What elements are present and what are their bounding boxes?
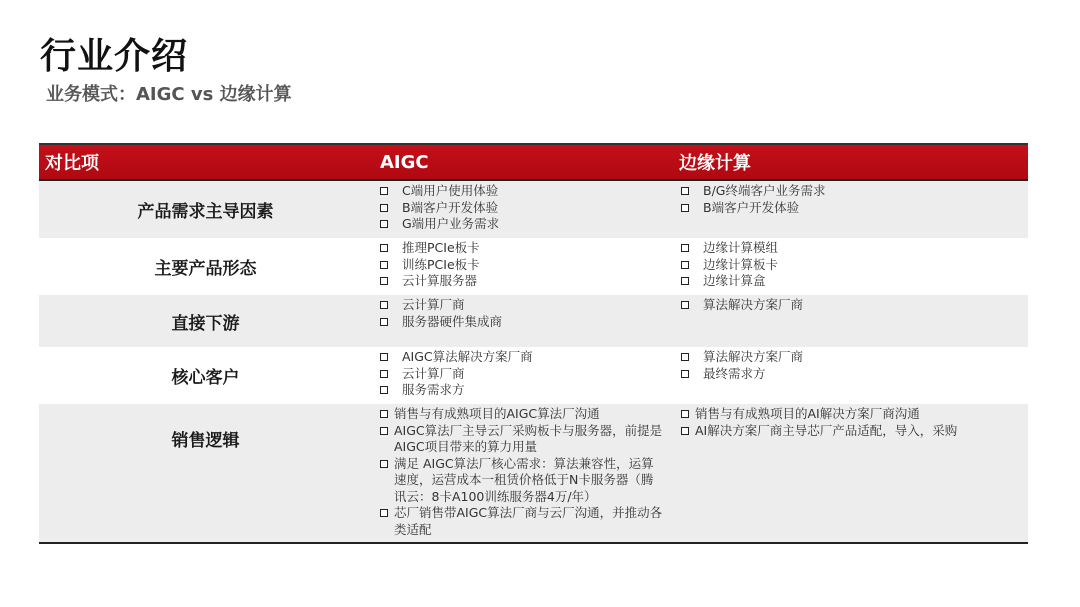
table-row [39, 347, 1028, 404]
checkbox-icon [380, 277, 388, 285]
list-item: 推理PCIe板卡 [380, 240, 673, 257]
list-item: C端用户使用体验 [380, 183, 673, 200]
list-item: AIGC算法厂主导云厂采购板卡与服务器，前提是AIGC项目带来的算力用量 [380, 423, 665, 456]
table-row [39, 404, 1028, 542]
list-item: 销售与有成熟项目的AI解决方案厂商沟通 [681, 406, 1028, 423]
checkbox-icon [380, 427, 388, 435]
row-label: 销售逻辑 [171, 431, 240, 451]
aigc-cell [372, 295, 673, 347]
list-item: 服务需求方 [380, 382, 673, 399]
edge-cell [673, 238, 1028, 295]
edge-cell [673, 181, 1028, 238]
checkbox-icon [681, 301, 689, 309]
header-edge-computing: 边缘计算 [679, 153, 751, 174]
checkbox-icon [380, 220, 388, 228]
list-item: 边缘计算板卡 [681, 257, 1028, 274]
header-aigc: AIGC [380, 151, 429, 173]
checkbox-icon [681, 370, 689, 378]
checkbox-icon [681, 244, 689, 252]
checkbox-icon [681, 427, 689, 435]
list-item: 满足 AIGC算法厂核心需求：算法兼容性，运算速度，运营成本一租赁价格低于N卡服务器（腾讯云：8卡A100训练服务器4万/年） [380, 456, 665, 506]
edge-cell [673, 347, 1028, 404]
checkbox-icon [380, 261, 388, 269]
aigc-cell [372, 181, 673, 238]
list-item: 边缘计算模组 [681, 240, 1028, 257]
aigc-cell [372, 404, 673, 542]
aigc-cell [372, 347, 673, 404]
checkbox-icon [380, 353, 388, 361]
list-item: AIGC算法解决方案厂商 [380, 349, 673, 366]
checkbox-icon [380, 370, 388, 378]
page-subtitle: 业务模式：AIGC vs 边缘计算 [46, 84, 292, 105]
list-item: 销售与有成熟项目的AIGC算法厂沟通 [380, 406, 665, 423]
page-title: 行业介绍 [40, 36, 189, 77]
checkbox-icon [380, 509, 388, 517]
checkbox-icon [681, 187, 689, 195]
table-header [39, 143, 1028, 181]
list-item: B端客户开发体验 [681, 200, 1028, 217]
comparison-table [39, 143, 1028, 544]
checkbox-icon [380, 301, 388, 309]
list-item: 服务器硬件集成商 [380, 314, 673, 331]
list-item: 边缘计算盒 [681, 273, 1028, 290]
checkbox-icon [380, 244, 388, 252]
checkbox-icon [380, 460, 388, 468]
list-item: 云计算厂商 [380, 297, 673, 314]
table-row [39, 238, 1028, 295]
list-item: 算法解决方案厂商 [681, 349, 1028, 366]
row-label: 产品需求主导因素 [137, 202, 274, 222]
row-label: 主要产品形态 [154, 259, 257, 279]
checkbox-icon [681, 353, 689, 361]
row-label: 核心客户 [171, 368, 240, 388]
list-item: 最终需求方 [681, 366, 1028, 383]
checkbox-icon [380, 386, 388, 394]
checkbox-icon [380, 318, 388, 326]
list-item: G端用户业务需求 [380, 216, 673, 233]
list-item: B端客户开发体验 [380, 200, 673, 217]
checkbox-icon [380, 410, 388, 418]
checkbox-icon [681, 410, 689, 418]
edge-cell [673, 295, 1028, 347]
table-row [39, 181, 1028, 238]
list-item: 云计算厂商 [380, 366, 673, 383]
checkbox-icon [681, 277, 689, 285]
edge-cell [673, 404, 1028, 542]
checkbox-icon [380, 204, 388, 212]
list-item: 算法解决方案厂商 [681, 297, 1028, 314]
list-item: AI解决方案厂商主导芯厂产品适配，导入，采购 [681, 423, 1028, 440]
list-item: 云计算服务器 [380, 273, 673, 290]
list-item: 训练PCIe板卡 [380, 257, 673, 274]
list-item: 芯厂销售带AIGC算法厂商与云厂沟通，并推动各类适配 [380, 505, 665, 538]
list-item: B/G终端客户业务需求 [681, 183, 1028, 200]
row-label: 直接下游 [171, 313, 240, 334]
table-row [39, 295, 1028, 347]
checkbox-icon [380, 187, 388, 195]
header-comparison-item: 对比项 [45, 153, 99, 174]
checkbox-icon [681, 261, 689, 269]
aigc-cell [372, 238, 673, 295]
checkbox-icon [681, 204, 689, 212]
